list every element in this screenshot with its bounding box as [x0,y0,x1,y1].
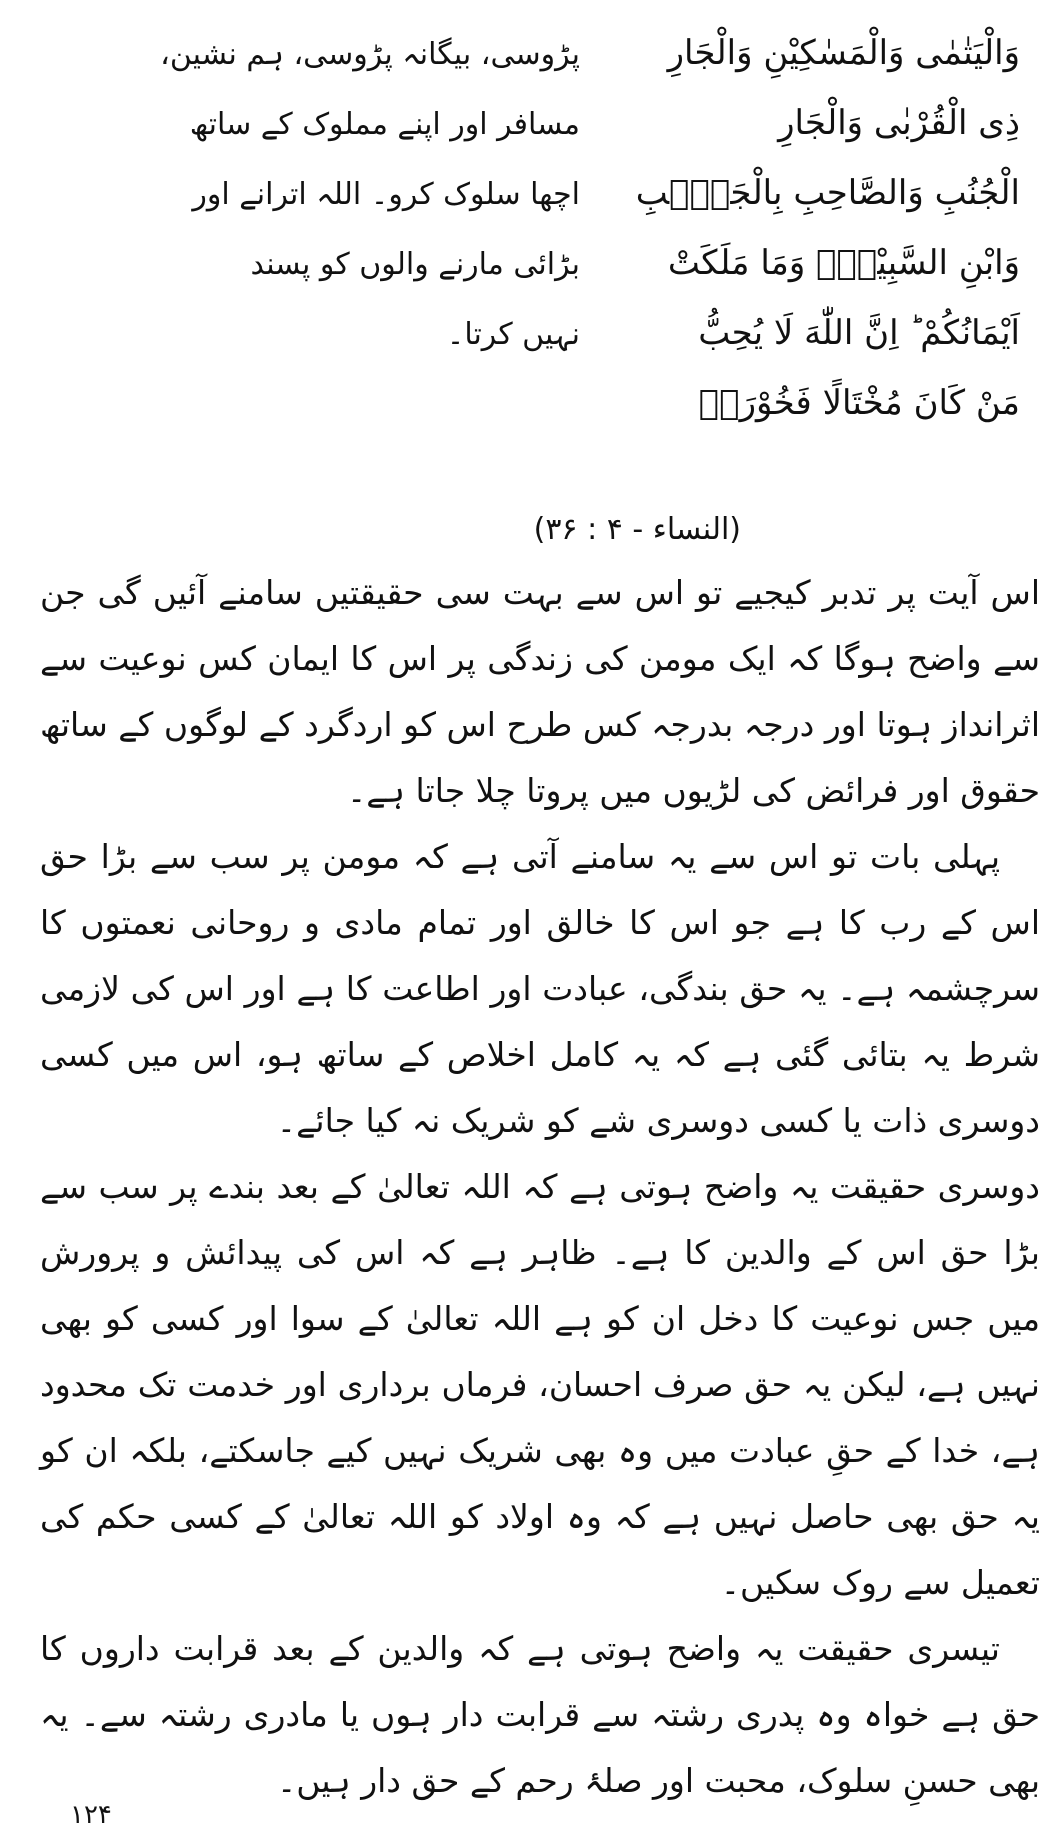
urdu-translation-line: بڑائی مارنے والوں کو پسند [250,247,580,282]
arabic-verse-line: اَيْمَانُكُمْ ؕ اِنَّ اللّٰهَ لَا يُحِبُّ [698,313,1020,353]
arabic-verse-line: مَنْ كَانَ مُخْتَالًا فَخُوْرَاۙ [698,383,1020,423]
verse-row [120,158,1020,228]
paragraph: پہلی بات تو اس سے یہ سامنے آتی ہے کہ مومن پر سب سے بڑا حق اس کے رب کا ہے جو اس کا خالق اور تمام مادی و روحانی نعمتوں کا سرچشمہ ہے۔ یہ حق بندگی، عبادت اور اطاعت کا ہے اور اس کی لازمی شرط یہ بتائی گئی ہے کہ یہ کامل اخلاص کے ساتھ ہو، اس میں کسی دوسری ذات یا کسی دوسری شے کو شریک نہ کیا جائے۔ [40,837,1040,1140]
verse-row [120,228,1020,298]
paragraph: تیسری حقیقت یہ واضح ہوتی ہے کہ والدین کے بعد قرابت داروں کا حق ہے خواہ وہ پدری رشتہ سے قرابت دار ہوں یا مادری رشتہ سے۔ یہ بھی حسنِ سلوک، محبت اور صلۂ رحم کے حق دار ہیں۔ [40,1629,1040,1800]
arabic-verse-line: الْجُنُبِ وَالصَّاحِبِ بِالْجَنْۢبِ [635,173,1020,213]
verse-block [120,18,1020,438]
arabic-verse-line: وَابْنِ السَّبِيْلِۙ وَمَا مَلَكَتْ [667,243,1020,283]
urdu-translation-line: مسافر اور اپنے مملوک کے ساتھ [189,107,580,142]
urdu-translation-line: پڑوسی، بیگانہ پڑوسی، ہم نشین، [160,37,580,72]
verse-row [120,88,1020,158]
verse-reference: (النساء - ۴ : ۳۶) [533,512,741,547]
urdu-translation-line: نہیں کرتا۔ [446,317,580,352]
paragraph: دوسری حقیقت یہ واضح ہوتی ہے کہ اللہ تعالیٰ کے بعد بندے پر سب سے بڑا حق اس کے والدین کا ہے۔ ظاہر ہے کہ اس کی پیدائش و پرورش میں جس نوعیت کا دخل ان کو ہے اللہ تعالیٰ کے سوا اور کسی کو بھی نہیں ہے، لیکن یہ حق صرف احسان، فرماں برداری اور خدمت تک محدود ہے، خدا کے حقِ عبادت میں وہ بھی شریک نہیں کیے جاسکتے، بلکہ ان کو یہ حق بھی حاصل نہیں ہے کہ وہ اولاد کو اللہ تعالیٰ کے کسی حکم کی تعمیل سے روک سکیں۔ [40,1167,1040,1602]
arabic-verse-line: ذِى الْقُرْبٰى وَالْجَارِ [778,103,1020,143]
verse-row [120,298,1020,368]
body-text [40,560,1040,1814]
paragraph: اس آیت پر تدبر کیجیے تو اس سے بہت سی حقیقتیں سامنے آئیں گی جن سے واضح ہوگا کہ ایک مومن کی زندگی پر اس کا ایمان کس نوعیت سے اثرانداز ہوتا اور درجہ بدرجہ کس طرح اس کو اردگرد کے لوگوں کے ساتھ حقوق اور فرائض کی لڑیوں میں پروتا چلا جاتا ہے۔ [40,573,1040,810]
arabic-verse-line: وَالْيَتٰمٰى وَالْمَسٰكِيْنِ وَالْجَارِ [667,33,1020,73]
page-number: ۱۲۴ [70,1800,112,1830]
verse-row [120,368,1020,438]
verse-row [120,18,1020,88]
urdu-translation-line: اچھا سلوک کرو۔ اللہ اترانے اور [192,177,580,212]
